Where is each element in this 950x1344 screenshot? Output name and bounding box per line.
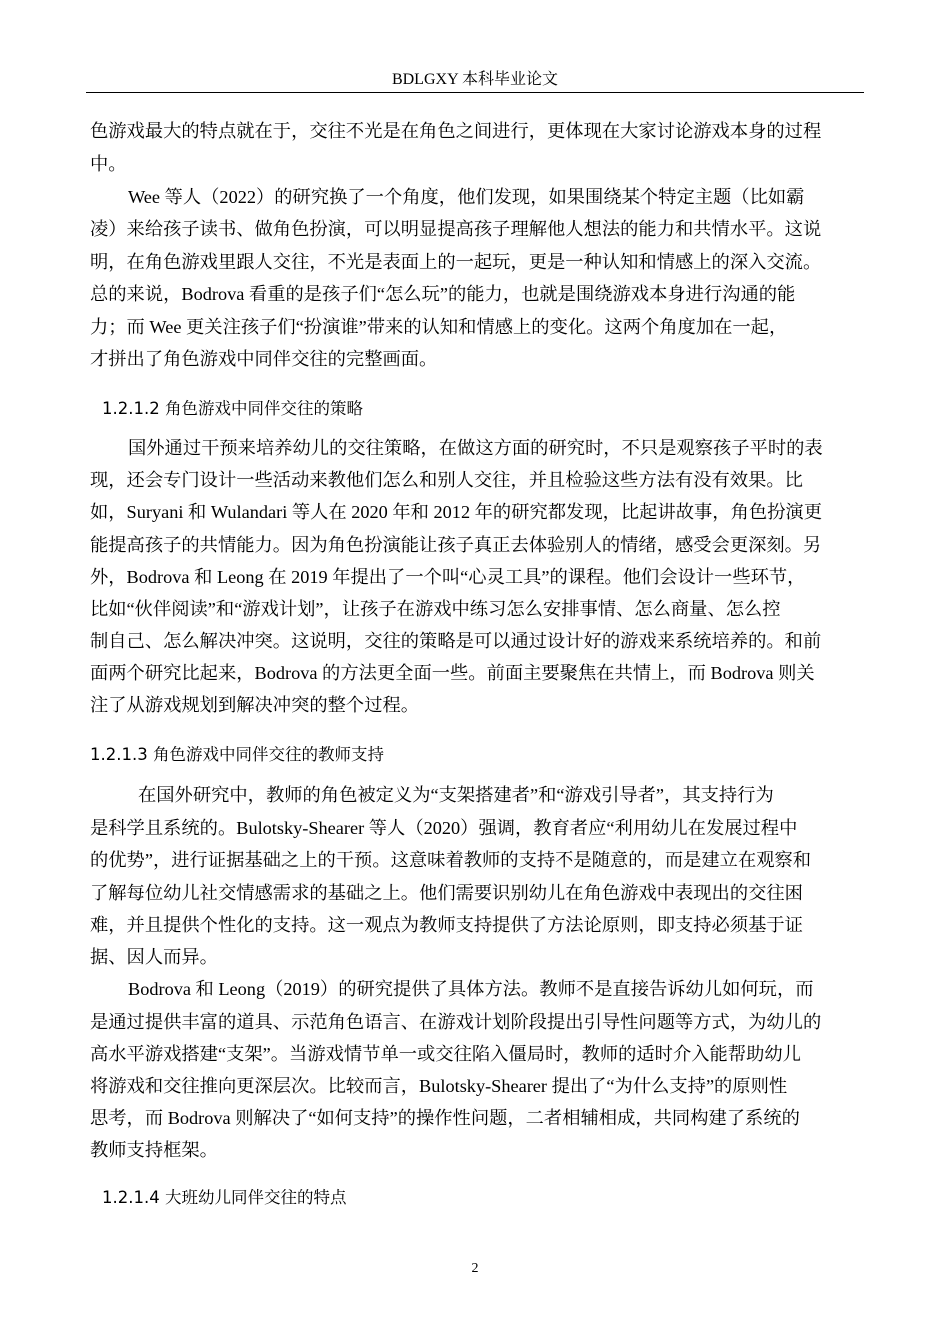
body-line: 凌）来给孩子读书、做角色扮演，可以明显提高孩子理解他人想法的能力和共情水平。这说	[90, 219, 822, 239]
body-line: 力；而 Wee 更关注孩子们“扮演谁”带来的认知和情感上的变化。这两个角度加在一起，	[90, 317, 788, 337]
body-line: 注了从游戏规划到解决冲突的整个过程。	[90, 695, 420, 715]
body-line: 高水平游戏搭建“支架”。当游戏情节单一或交往陷入僵局时，教师的适时介入能帮助幼儿	[90, 1044, 801, 1064]
body-line: 了解每位幼儿社交情感需求的基础之上。他们需要识别幼儿在角色游戏中表现出的交往困	[90, 883, 803, 903]
body-line: 教师支持框架。	[90, 1140, 218, 1160]
body-line: 思考，而 Bodrova 则解决了“如何支持”的操作性问题，二者相辅相成，共同构建了系统的	[90, 1108, 800, 1128]
body-line: Bodrova 和 Leong（2019）的研究提供了具体方法。教师不是直接告诉幼儿如何玩，而	[128, 979, 814, 999]
body-line: 将游戏和交往推向更深层次。比较而言，Bulotsky-Shearer 提出了“为什么支持”的原则性	[90, 1076, 788, 1096]
body-line: 国外通过干预来培养幼儿的交往策略，在做这方面的研究时，不只是观察孩子平时的表	[128, 438, 823, 458]
body-line: 比如“伙伴阅读”和“游戏计划”，让孩子在游戏中练习怎么安排事情、怎么商量、怎么控	[90, 599, 781, 619]
body-line: 能提高孩子的共情能力。因为角色扮演能让孩子真正去体验别人的情绪，感受会更深刻。另	[90, 535, 822, 555]
body-line: 是科学且系统的。Bulotsky-Shearer 等人（2020）强调，教育者应“利用幼儿在发展过程中	[90, 818, 798, 838]
body-line: 在国外研究中，教师的角色被定义为“支架搭建者”和“游戏引导者”，其支持行为	[138, 785, 774, 805]
body-line: 制自己、怎么解决冲突。这说明，交往的策略是可以通过设计好的游戏来系统培养的。和前	[90, 631, 822, 651]
body-line: 难，并且提供个性化的支持。这一观点为教师支持提供了方法论原则，即支持必须基于证	[90, 915, 803, 935]
body-line: 是通过提供丰富的道具、示范角色语言、在游戏计划阶段提出引导性问题等方式，为幼儿的	[90, 1012, 822, 1032]
body-line: 的优势”，进行证据基础之上的干预。这意味着教师的支持不是随意的，而是建立在观察和	[90, 850, 812, 870]
body-line: 中。	[90, 154, 127, 174]
section-heading: 1.2.1.3 角色游戏中同伴交往的教师支持	[90, 745, 384, 764]
page-header: BDLGXY 本科毕业论文	[391, 71, 559, 88]
body-line: 外，Bodrova 和 Leong 在 2019 年提出了一个叫“心灵工具”的课程。他们会设计一些环节，	[90, 567, 806, 587]
page-number: 2	[471, 1261, 479, 1276]
body-line: 如，Suryani 和 Wulandari 等人在 2020 年和 2012 年的研究都发现，比起讲故事，角色扮演更	[90, 502, 822, 522]
header-divider	[86, 92, 864, 93]
body-line: 色游戏最大的特点就在于，交往不光是在角色之间进行，更体现在大家讨论游戏本身的过程	[90, 121, 822, 141]
body-line: 明，在角色游戏里跟人交往，不光是表面上的一起玩，更是一种认知和情感上的深入交流。	[90, 252, 822, 272]
body-line: 才拼出了角色游戏中同伴交往的完整画面。	[90, 349, 438, 369]
body-line: 面两个研究比起来，Bodrova 的方法更全面一些。前面主要聚焦在共情上，而 Bodrova 则关	[90, 663, 815, 683]
body-line: 现，还会专门设计一些活动来教他们怎么和别人交往，并且检验这些方法有没有效果。比	[90, 470, 803, 490]
body-line: 总的来说，Bodrova 看重的是孩子们“怎么玩”的能力，也就是围绕游戏本身进行沟通的能	[90, 284, 796, 304]
body-line: Wee 等人（2022）的研究换了一个角度，他们发现，如果围绕某个特定主题（比如霸	[128, 187, 805, 207]
body-line: 据、因人而异。	[90, 947, 218, 967]
section-heading: 1.2.1.4 大班幼儿同伴交往的特点	[102, 1188, 347, 1207]
section-heading: 1.2.1.2 角色游戏中同伴交往的策略	[102, 399, 363, 418]
